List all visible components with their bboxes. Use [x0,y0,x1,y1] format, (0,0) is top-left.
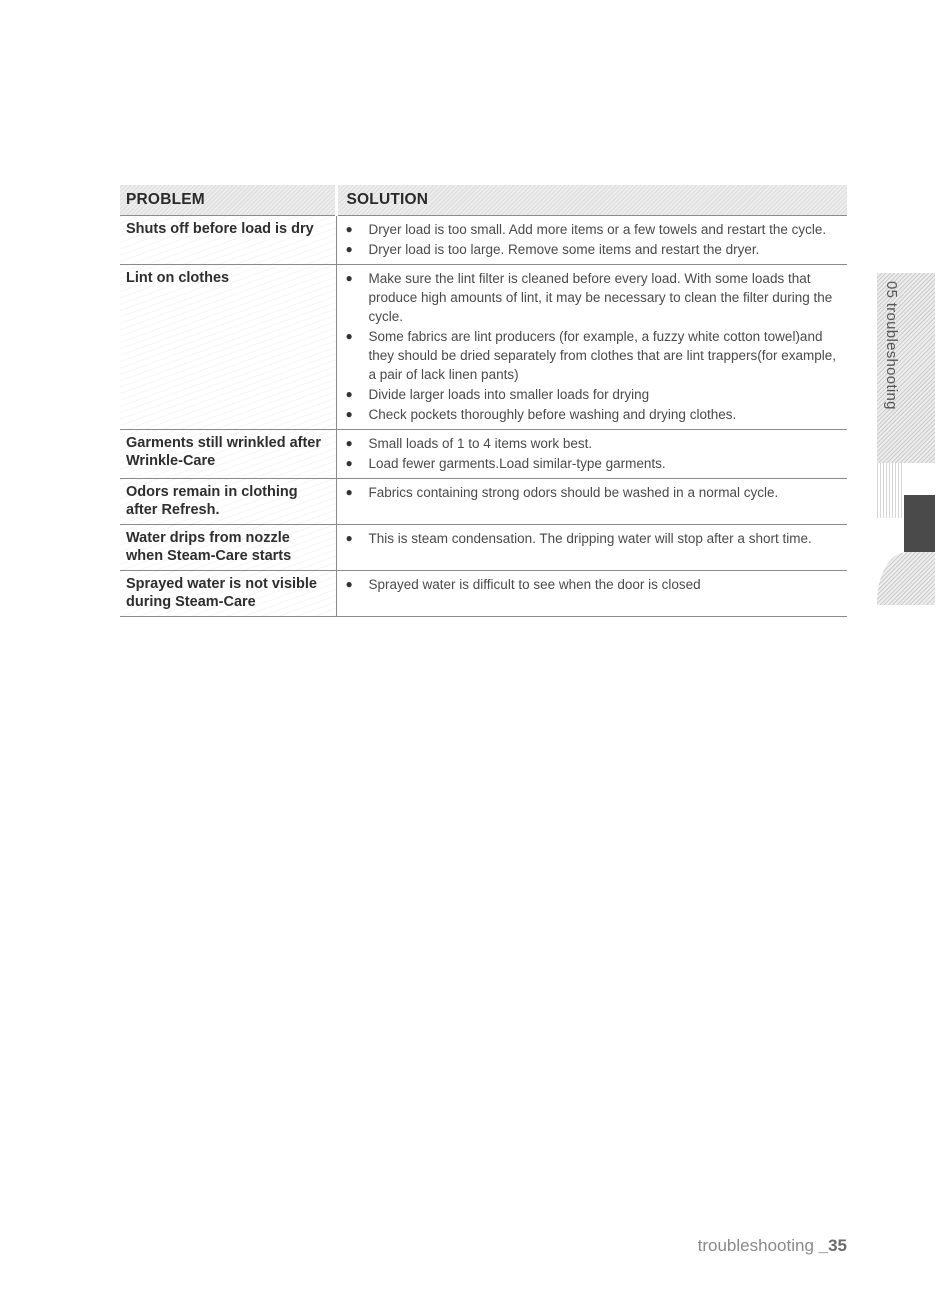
troubleshooting-table [120,185,847,617]
table-row [120,265,847,430]
chapter-side-tab [877,273,935,605]
table-header-row [120,185,847,216]
bullet-icon: ● [345,577,353,591]
table-row [120,430,847,479]
bullet-icon: ● [345,242,353,256]
problem-cell: Water drips from nozzle when Steam-Care starts [120,525,336,571]
solution-cell [336,216,847,265]
problem-cell: Sprayed water is not visible during Steam-Care [120,571,336,617]
solution-item: ● Divide larger loads into smaller loads for drying [345,387,650,402]
table-row [120,479,847,525]
side-tab-lower-panel [877,552,935,605]
side-tab-dark-marker [904,495,935,552]
problem-cell: Lint on clothes [120,265,336,430]
problem-cell: Garments still wrinkled after Wrinkle-Care [120,430,336,479]
problem-cell: Shuts off before load is dry [120,216,336,265]
table-row [120,525,847,571]
solution-cell [336,479,847,525]
solution-item: ● Load fewer garments.Load similar-type garments. [345,456,666,471]
problem-cell: Odors remain in clothing after Refresh. [120,479,336,525]
solution-item: ● Check pockets thoroughly before washing and drying clothes. [345,407,737,422]
footer-section-title: troubleshooting [697,1236,819,1255]
chapter-label: 05 troubleshooting [883,281,900,410]
solution-item: ● Make sure the lint filter is cleaned before every load. With some loads that produce high amounts of lint, it may be necessary to clean the filter during the cycle. [345,271,833,324]
solution-item: ● Some fabrics are lint producers (for example, a fuzzy white cotton towel)and they should be dried separately from clothes that are lint trappers(for example, a pair of lack linen pants) [345,329,836,382]
bullet-icon: ● [345,456,353,470]
bullet-icon: ● [345,485,353,499]
solution-cell [336,265,847,430]
table-row [120,216,847,265]
solution-item: ● Dryer load is too large. Remove some items and restart the dryer. [345,242,760,257]
bullet-icon: ● [345,387,353,401]
bullet-icon: ● [345,271,353,285]
solution-cell [336,525,847,571]
solution-item: ● Sprayed water is difficult to see when the door is closed [345,577,701,592]
solution-item: ● This is steam condensation. The dripping water will stop after a short time. [345,531,812,546]
bullet-icon: ● [345,531,353,545]
bullet-icon: ● [345,407,353,421]
page-footer [698,1236,847,1256]
bullet-icon: ● [345,222,353,236]
bullet-icon: ● [345,436,353,450]
solution-item: ● Small loads of 1 to 4 items work best. [345,436,593,451]
solution-column-header: SOLUTION [336,185,847,216]
side-tab-striped-panel [877,463,904,518]
problem-column-header: PROBLEM [120,185,336,216]
bullet-icon: ● [345,329,353,343]
solution-item: ● Dryer load is too small. Add more items or a few towels and restart the cycle. [345,222,827,237]
solution-cell [336,571,847,617]
solution-item: ● Fabrics containing strong odors should be washed in a normal cycle. [345,485,779,500]
solution-cell [336,430,847,479]
page-number: _35 [818,1236,847,1255]
table-row [120,571,847,617]
